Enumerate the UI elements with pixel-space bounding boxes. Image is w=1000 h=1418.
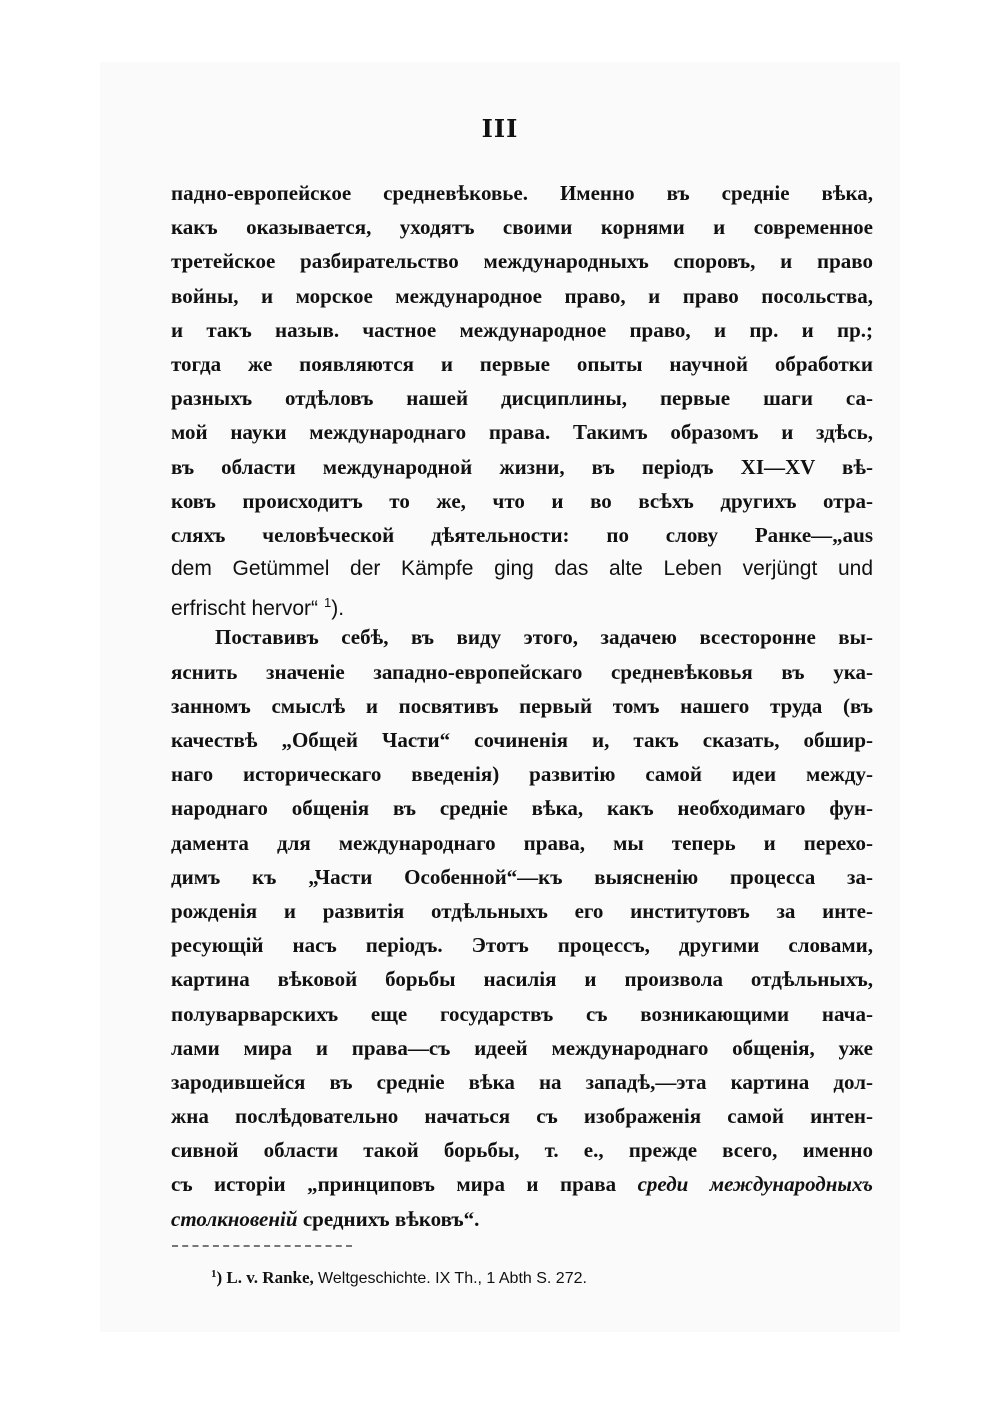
footnote-reference: 1: [324, 595, 332, 611]
footnote: [211, 1268, 587, 1288]
footnote-marker: 1: [211, 1268, 217, 1280]
text-line: падно-европейское средневѣковье. Именно въ средніе вѣка,: [171, 181, 873, 205]
footnote-author: ) L. v. Ranke,: [216, 1268, 314, 1287]
text-line: занномъ смыслѣ и посвятивъ первый томъ нашего труда (въ: [171, 693, 873, 718]
plain-segment: съ исторіи „принциповъ мира и права: [171, 1172, 617, 1197]
text-line: полуварварскихъ еще государствъ съ возникающими нача-: [171, 1001, 873, 1026]
text-line: наго историческаго введенія) развитію самой идеи между-: [171, 762, 873, 787]
text-line: качествѣ „Общей Части“ сочиненія и, такъ сказать, обшир-: [171, 728, 873, 752]
italic-segment: столкновеній: [171, 1206, 298, 1231]
text-line: ресующій насъ періодъ. Этотъ процессъ, другими словами,: [171, 933, 873, 958]
text-line: яснить значеніе западно-европейскаго средневѣковья въ ука-: [171, 659, 873, 684]
text-line: рожденія и развитія отдѣльныхъ его институтовъ за инте-: [171, 898, 873, 923]
text-line: димъ къ „Части Особенной“—къ выясненію процесса за-: [171, 864, 873, 889]
text-line: въ области международной жизни, въ періодъ XI—XV вѣ-: [171, 454, 873, 479]
text-line: третейское разбирательство международныхъ споровъ, и право: [171, 249, 873, 274]
text-line: ковъ происходитъ то же, что и во всѣхъ другихъ отра-: [171, 488, 873, 513]
text-line: лами мира и права—съ идеей международнаго общенія, уже: [171, 1035, 873, 1060]
text-line: зародившейся въ средніе вѣка на западѣ,—эта картина дол-: [171, 1069, 873, 1094]
page-number: III: [481, 114, 519, 143]
text-line-quote-end: [171, 586, 873, 620]
quote-end-tail: ).: [331, 597, 345, 621]
text-line: Поставивъ себѣ, въ виду этого, задачею всесторонне вы-: [215, 625, 873, 650]
text-line: какъ оказывается, уходятъ своими корнями и современное: [171, 215, 873, 240]
text-line: дамента для международнаго права, мы теперь и перехо-: [171, 830, 873, 855]
text-line: и такъ назыв. частное международное право, и пр. и пр.;: [171, 317, 873, 342]
text-line: жна послѣдовательно начаться съ изображенія самой интен-: [171, 1104, 873, 1129]
quote-end-text: erfrischt hervor“: [171, 597, 319, 621]
text-line: картина вѣковой борьбы насилія и произвола отдѣльныхъ,: [171, 967, 873, 992]
text-line: народнаго общенія въ средніе вѣка, какъ необходимаго фун-: [171, 796, 873, 821]
footnote-divider: [172, 1245, 352, 1247]
footnote-work: Weltgeschichte. IX Th., 1 Abth S. 272.: [318, 1270, 587, 1287]
text-line-italic-mix: [171, 1167, 873, 1201]
text-line: сляхъ человѣческой дѣятельности: по слову Ранке—„aus: [171, 522, 873, 547]
italic-segment: среди международныхъ: [637, 1172, 873, 1197]
text-line-final: [171, 1202, 873, 1236]
text-line: мой науки международнаго права. Такимъ образомъ и здѣсь,: [171, 420, 873, 445]
body-text: [171, 176, 873, 1236]
text-line: разныхъ отдѣловъ нашей дисциплины, первые шаги са-: [171, 386, 873, 411]
text-line-german: dem Getümmel der Kämpfe ging das alte Leben verjüngt und: [171, 557, 873, 581]
text-line: войны, и морское международное право, и право посольства,: [171, 283, 873, 308]
plain-segment: среднихъ вѣковъ“.: [302, 1206, 480, 1231]
text-line: тогда же появляются и первые опыты научной обработки: [171, 351, 873, 376]
text-line: сивной области такой борьбы, т. е., прежде всего, именно: [171, 1138, 873, 1163]
